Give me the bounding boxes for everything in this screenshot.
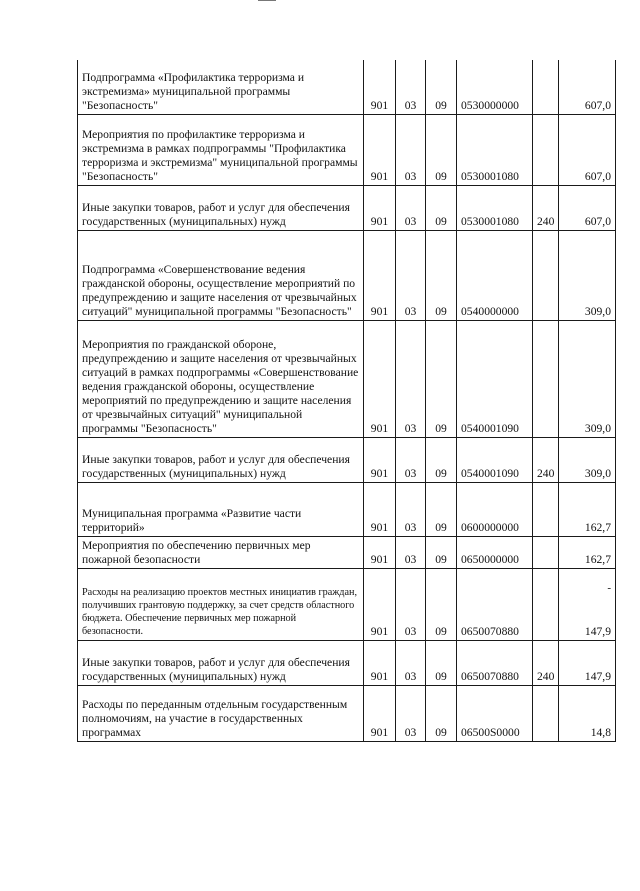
expense-name-cell: Иные закупки товаров, работ и услуг для обеспечения государственных (муниципальных) нужд	[78, 185, 364, 230]
target-article-code-cell: 0540000000	[457, 230, 533, 320]
chapter-code-cell: 901	[364, 114, 396, 185]
subsection-code-cell: 09	[426, 185, 457, 230]
chapter-code-cell: 901	[364, 60, 396, 114]
subsection-code-cell: 09	[426, 114, 457, 185]
chapter-code-cell: 901	[364, 568, 396, 640]
expense-name-cell: Подпрограмма «Профилактика терроризма и экстремизма» муниципальной программы "Безопасность"	[78, 60, 364, 114]
expense-type-code-cell	[533, 230, 559, 320]
dash-mark: -	[607, 581, 611, 594]
expense-type-code-cell: 240	[533, 437, 559, 482]
subsection-code-cell: 09	[426, 230, 457, 320]
section-code-cell: 03	[396, 536, 426, 568]
amount-cell: 607,0	[559, 60, 616, 114]
expense-type-code-cell	[533, 114, 559, 185]
table-row	[78, 568, 616, 640]
table-row	[78, 685, 616, 741]
expense-name-cell: Иные закупки товаров, работ и услуг для обеспечения государственных (муниципальных) нужд	[78, 640, 364, 685]
table-row	[78, 60, 616, 114]
subsection-code-cell: 09	[426, 685, 457, 741]
subsection-code-cell: 09	[426, 437, 457, 482]
table-row	[78, 437, 616, 482]
subsection-code-cell: 09	[426, 60, 457, 114]
section-code-cell: 03	[396, 640, 426, 685]
expense-name-cell: Иные закупки товаров, работ и услуг для обеспечения государственных (муниципальных) нужд	[78, 437, 364, 482]
amount-value: 147,9	[584, 624, 611, 638]
expense-type-code-cell: 240	[533, 640, 559, 685]
expense-name-cell: Мероприятия по обеспечению первичных мер пожарной безопасности	[78, 536, 364, 568]
expense-type-code-cell	[533, 568, 559, 640]
table-row	[78, 640, 616, 685]
expense-type-code-cell	[533, 482, 559, 536]
amount-cell: 309,0	[559, 320, 616, 437]
chapter-code-cell: 901	[364, 482, 396, 536]
table-row	[78, 536, 616, 568]
table-row	[78, 114, 616, 185]
expense-type-code-cell	[533, 60, 559, 114]
expense-name-cell: Расходы на реализацию проектов местных инициатив граждан, получивших грантовую поддержку, за счет средств областного бюджета. Обеспечение первичных мер пожарной безопасности.	[78, 568, 364, 640]
expense-name-cell: Подпрограмма «Совершенствование ведения гражданской обороны, осуществление мероприятий по предупреждению и защите населения от чрезвычайных ситуаций" муниципальной программы "Безопасность"	[78, 230, 364, 320]
chapter-code-cell: 901	[364, 437, 396, 482]
amount-cell: 309,0	[559, 230, 616, 320]
expense-type-code-cell	[533, 536, 559, 568]
expense-name-cell: Расходы по переданным отдельным государственным полномочиям, на участие в государственных программах	[78, 685, 364, 741]
section-code-cell: 03	[396, 60, 426, 114]
chapter-code-cell: 901	[364, 230, 396, 320]
target-article-code-cell: 0600000000	[457, 482, 533, 536]
expense-name-cell: Мероприятия по профилактике терроризма и экстремизма в рамках подпрограммы "Профилактика терроризма и экстремизма" муниципальной программы "Безопасность"	[78, 114, 364, 185]
chapter-code-cell: 901	[364, 320, 396, 437]
section-code-cell: 03	[396, 114, 426, 185]
target-article-code-cell: 0650070880	[457, 640, 533, 685]
expense-type-code-cell	[533, 320, 559, 437]
expense-name-cell: Мероприятия по гражданской обороне, предупреждению и защите населения от чрезвычайных ситуаций в рамках подпрограммы «Совершенствование ведения гражданской обороны, осуществление мероприятий по предупреждению и защите населения от чрезвычайных ситуаций" муниципальной программы "Безопасность"	[78, 320, 364, 437]
amount-cell: 147,9	[559, 640, 616, 685]
section-code-cell: 03	[396, 320, 426, 437]
target-article-code-cell: 0650070880	[457, 568, 533, 640]
amount-wrap	[563, 581, 611, 639]
amount-cell: 309,0	[559, 437, 616, 482]
amount-cell: 14,8	[559, 685, 616, 741]
section-code-cell: 03	[396, 437, 426, 482]
amount-cell	[559, 568, 616, 640]
amount-cell: 162,7	[559, 536, 616, 568]
chapter-code-cell: 901	[364, 685, 396, 741]
section-code-cell: 03	[396, 482, 426, 536]
table-row	[78, 185, 616, 230]
section-code-cell: 03	[396, 568, 426, 640]
amount-cell: 607,0	[559, 114, 616, 185]
chapter-code-cell: 901	[364, 536, 396, 568]
target-article-code-cell: 0530001080	[457, 185, 533, 230]
target-article-code-cell: 0530001080	[457, 114, 533, 185]
target-article-code-cell: 0650000000	[457, 536, 533, 568]
table-row	[78, 482, 616, 536]
budget-table	[77, 60, 616, 742]
chapter-code-cell: 901	[364, 640, 396, 685]
subsection-code-cell: 09	[426, 482, 457, 536]
table-row	[78, 230, 616, 320]
section-code-cell: 03	[396, 185, 426, 230]
target-article-code-cell: 06500S0000	[457, 685, 533, 741]
target-article-code-cell: 0540001090	[457, 320, 533, 437]
expense-type-code-cell	[533, 685, 559, 741]
amount-cell: 162,7	[559, 482, 616, 536]
expense-name-cell: Муниципальная программа «Развитие части территорий»	[78, 482, 364, 536]
expense-type-code-cell: 240	[533, 185, 559, 230]
budget-table-body	[78, 60, 616, 741]
subsection-code-cell: 09	[426, 320, 457, 437]
subsection-code-cell: 09	[426, 640, 457, 685]
page-top-mark	[258, 0, 276, 1]
subsection-code-cell: 09	[426, 568, 457, 640]
chapter-code-cell: 901	[364, 185, 396, 230]
section-code-cell: 03	[396, 685, 426, 741]
target-article-code-cell: 0530000000	[457, 60, 533, 114]
amount-cell: 607,0	[559, 185, 616, 230]
section-code-cell: 03	[396, 230, 426, 320]
target-article-code-cell: 0540001090	[457, 437, 533, 482]
subsection-code-cell: 09	[426, 536, 457, 568]
table-row	[78, 320, 616, 437]
